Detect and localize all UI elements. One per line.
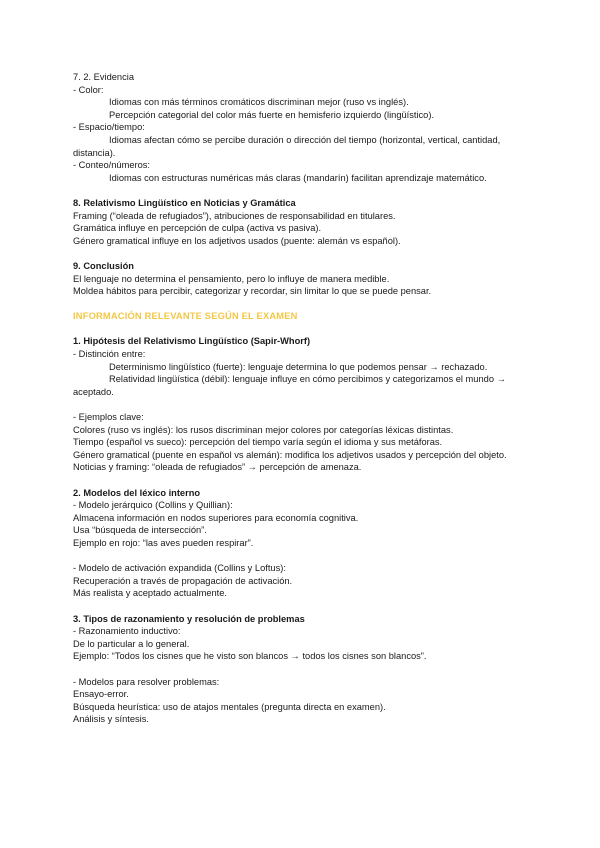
- paragraph-line: Género gramatical (puente en español vs alemán): modifica los adjetivos usados y percepción del objeto.: [73, 449, 507, 460]
- paragraph-line: Framing (“oleada de refugiados”), atribuciones de responsabilidad en titulares.: [73, 210, 396, 221]
- list-label: - Modelo de activación expandida (Collins y Loftus):: [73, 563, 286, 574]
- paragraph-line: Almacena información en nodos superiores para economía cognitiva.: [73, 512, 359, 523]
- paragraph-line: El lenguaje no determina el pensamiento, pero lo influye de manera medible.: [73, 273, 390, 284]
- list-label: - Color:: [73, 84, 104, 95]
- section-heading: 2. Modelos del léxico interno: [73, 487, 201, 498]
- list-label: - Modelo jerárquico (Collins y Quillian):: [73, 500, 233, 511]
- paragraph-line: Búsqueda heurística: uso de atajos mentales (pregunta directa en examen).: [73, 701, 386, 712]
- list-label: - Modelos para resolver problemas:: [73, 676, 220, 687]
- paragraph-line: Género gramatical influye en los adjetivos usados (puente: alemán vs español).: [73, 235, 401, 246]
- list-label: - Distinción entre:: [73, 349, 146, 360]
- list-label: - Ejemplos clave:: [73, 412, 144, 423]
- list-item: Idiomas afectan cómo se percibe duración o dirección del tiempo (horizontal, vertical, cantidad, distancia).: [73, 134, 501, 158]
- list-item: Percepción categorial del color más fuerte en hemisferio izquierdo (lingüístico).: [109, 109, 435, 120]
- section-heading: 8. Relativismo Lingüístico en Noticias y Gramática: [73, 197, 296, 208]
- section-heading: 1. Hipótesis del Relativismo Lingüístico (Sapir-Whorf): [73, 336, 311, 347]
- exam-highlight-heading: INFORMACIÓN RELEVANTE SEGÚN EL EXAMEN: [73, 311, 298, 322]
- paragraph-line: Ejemplo: “Todos los cisnes que he visto son blancos → todos los cisnes son blancos”.: [73, 651, 427, 662]
- paragraph-line: Gramática influye en percepción de culpa (activa vs pasiva).: [73, 223, 322, 234]
- document-body: [73, 71, 533, 726]
- section-title: 7. 2. Evidencia: [73, 72, 134, 82]
- list-label: - Conteo/números:: [73, 160, 150, 171]
- paragraph-line: Ejemplo en rojo: “las aves pueden respirar”.: [73, 537, 254, 548]
- section-heading: 3. Tipos de razonamiento y resolución de problemas: [73, 613, 305, 624]
- paragraph-line: Moldea hábitos para percibir, categorizar y recordar, sin limitar lo que se puede pensar.: [73, 286, 432, 297]
- paragraph-line: Más realista y aceptado actualmente.: [73, 588, 227, 599]
- list-label: - Razonamiento inductivo:: [73, 626, 181, 637]
- paragraph-line: Análisis y síntesis.: [73, 714, 149, 725]
- paragraph-line: Noticias y framing: “oleada de refugiados” → percepción de amenaza.: [73, 462, 362, 473]
- list-item: Determinismo lingüístico (fuerte): lenguaje determina lo que podemos pensar → rechazado.: [109, 361, 488, 372]
- paragraph-line: Tiempo (español vs sueco): percepción del tiempo varía según el idioma y sus metáforas.: [73, 437, 443, 448]
- list-item: Idiomas con estructuras numéricas más claras (mandarín) facilitan aprendizaje matemático.: [109, 172, 487, 183]
- list-item: Relatividad lingüística (débil): lenguaje influye en cómo percibimos y categorizamos el mundo → aceptado.: [73, 374, 506, 397]
- paragraph-line: Usa “búsqueda de intersección”.: [73, 525, 207, 536]
- paragraph-line: Ensayo-error.: [73, 689, 129, 700]
- paragraph-line: De lo particular a lo general.: [73, 638, 190, 649]
- paragraph-line: Colores (ruso vs inglés): los rusos discriminan mejor colores por categorías léxicas distintas.: [73, 424, 454, 435]
- section-heading: 9. Conclusión: [73, 260, 134, 271]
- paragraph-line: Recuperación a través de propagación de activación.: [73, 575, 293, 586]
- list-label: - Espacio/tiempo:: [73, 122, 145, 133]
- list-item: Idiomas con más términos cromáticos discriminan mejor (ruso vs inglés).: [109, 97, 409, 108]
